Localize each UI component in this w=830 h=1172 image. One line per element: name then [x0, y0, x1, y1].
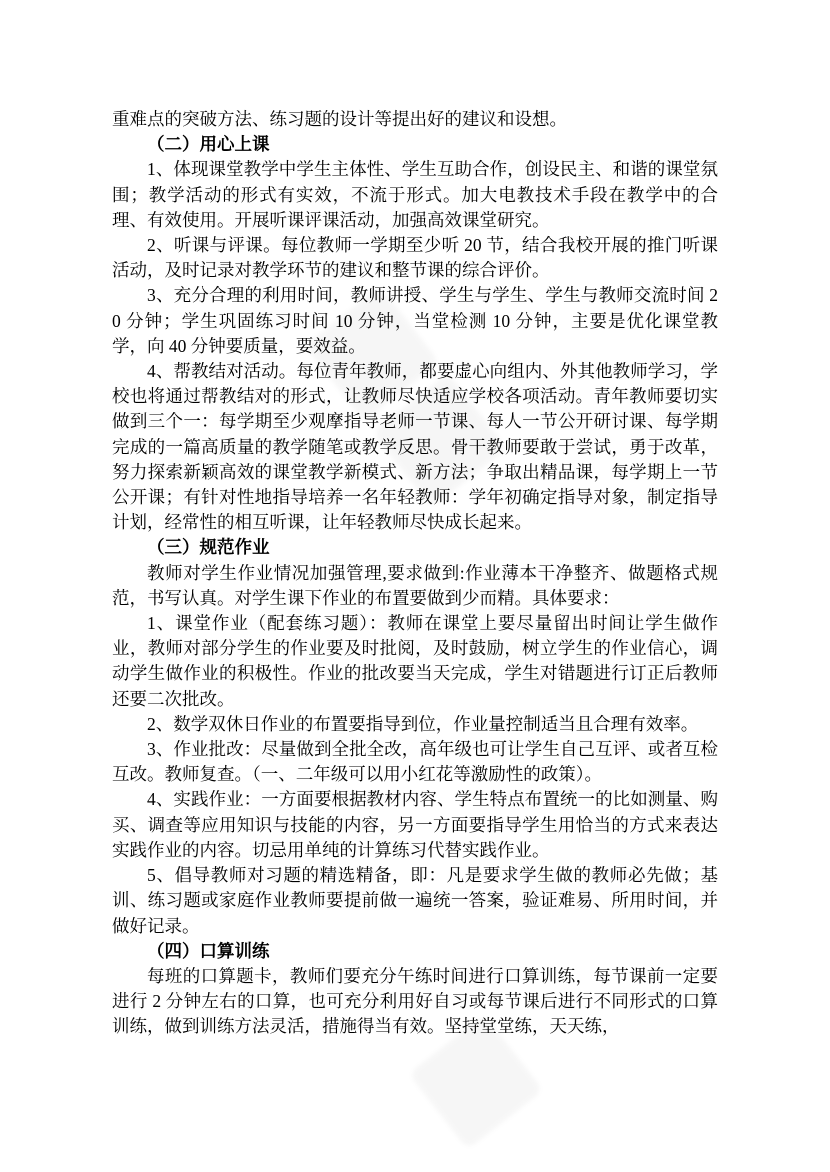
paragraph: 3、充分合理的利用时间，教师讲授、学生与学生、学生与教师交流时间 20 分钟；学生巩固练习时间 10 分钟，当堂检测 10 分钟，主要是优化课堂教学，向 40 分钟要质量，要效益。 — [112, 285, 718, 356]
section-heading-3: （三）规范作业 — [147, 537, 270, 558]
section-heading-2: （二）用心上课 — [147, 134, 270, 155]
paragraph: 3、作业批改：尽量做到全批全改，高年级也可让学生自己互评、或者互检互改。教师复查。（一、二年级可以用小红花等激励性的政策）。 — [112, 739, 718, 785]
paragraph-continuation: 重难点的突破方法、练习题的设计等提出好的建议和设想。 — [112, 109, 567, 129]
paragraph: 教师对学生作业情况加强管理,要求做到:作业薄本干净整齐、做题格式规范，书写认真。对学生课下作业的布置要做到少而精。具体要求： — [112, 562, 718, 608]
paragraph: 4、实践作业：一方面要根据教材内容、学生特点布置统一的比如测量、购买、调查等应用知识与技能的内容，另一方面要指导学生用恰当的方式来表达实践作业的内容。切忌用单纯的计算练习代替实践作业。 — [112, 789, 718, 860]
paragraph: 1、课堂作业（配套练习题）：教师在课堂上要尽量留出时间让学生做作业，教师对部分学生的作业要及时批阅，及时鼓励，树立学生的作业信心，调动学生做作业的积极性。作业的批改要当天完成，学生对错题进行订正后教师还要二次批改。 — [112, 613, 718, 709]
paragraph: 2、数学双休日作业的布置要指导到位，作业量控制适当且合理有效率。 — [147, 713, 699, 734]
paragraph: 1、体现课堂教学中学生主体性、学生互助合作，创设民主、和谐的课堂氛围；教学活动的形式有实效，不流于形式。加大电教技术手段在教学中的合理、有效使用。开展听课评课活动，加强高效课堂研究。 — [112, 159, 718, 230]
paragraph: 4、帮教结对活动。每位青年教师，都要虚心向组内、外其他教师学习，学校也将通过帮教结对的形式，让教师尽快适应学校各项活动。青年教师要切实做到三个一：每学期至少观摩指导老师一节课、每人一节公开研讨课、每学期完成的一篇高质量的教学随笔或教学反思。骨干教师要敢于尝试，勇于改革，努力探索新颖高效的课堂教学新模式、新方法；争取出精品课，每学期上一节公开课；有针对性地指导培养一名年轻教师：学年初确定指导对象，制定指导计划，经常性的相互听课，让年轻教师尽快成长起来。 — [112, 361, 718, 533]
paragraph: 每班的口算题卡，教师们要充分午练时间进行口算训练，每节课前一定要进行 2 分钟左右的口算，也可充分利用好自习或每节课后进行不同形式的口算训练，做到训练方法灵活，措施得当有效。坚持堂堂练，天天练， — [112, 965, 718, 1037]
paragraph: 2、听课与评课。每位教师一学期至少听 20 节，结合我校开展的推门听课活动，及时记录对教学环节的建议和整节课的综合评价。 — [112, 235, 718, 281]
section-heading-4: （四）口算训练 — [147, 940, 270, 961]
document-body — [112, 107, 718, 1040]
paragraph: 5、倡导教师对习题的精选精备，即：凡是要求学生做的教师必先做；基训、练习题或家庭作业教师要提前做一遍统一答案，验证难易、所用时间，并做好记录。 — [112, 865, 718, 936]
